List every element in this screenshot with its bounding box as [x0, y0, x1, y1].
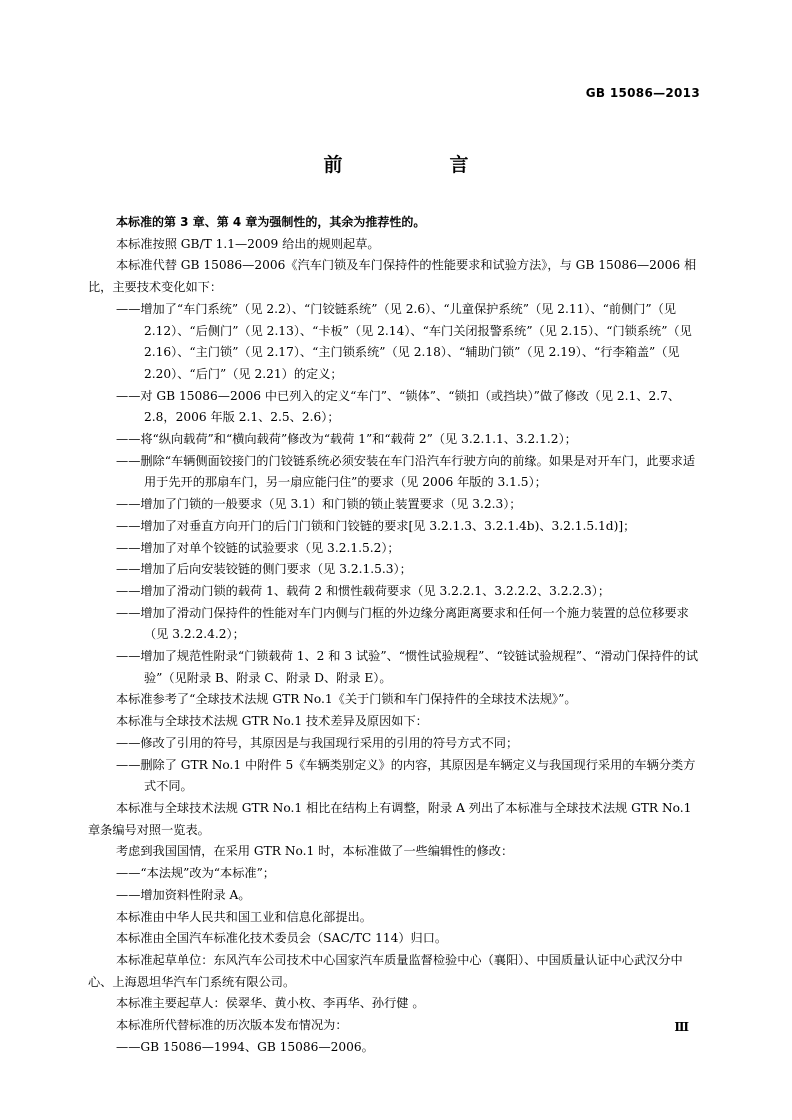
paragraph: 本标准起草单位：东风汽车公司技术中心国家汽车质量监督检验中心（襄阳）、中国质量认证中心武汉分中心、上海恩坦华汽车门系统有限公司。 [88, 952, 683, 989]
list-item: ——修改了引用的符号，其原因是与我国现行采用的引用的符号方式不同； [116, 735, 519, 750]
list-item: ——“本法规”改为“本标准”； [116, 866, 275, 881]
list-item: ——增加了规范性附录“门锁载荷 1、2 和 3 试验”、“惯性试验规程”、“铰链试验规程”、“滑动门保持件的试验”（见附录 B、附录 C、附录 D、附录 E）。 [116, 649, 699, 685]
list-item: ——删除“车辆侧面铰接门的门铰链系统必须安装在车门沿汽车行驶方向的前缘。如果是对开车门，此要求适用于先开的那扇车门，另一扇应能闩住”的要求（见 2006 年版的 3.1.5）； [116, 453, 696, 490]
paragraph: 本标准与全球技术法规 GTR No.1 相比在结构上有调整，附录 A 列出了本标准与全球技术法规 GTR No.1 章条编号对照一览表。 [88, 800, 692, 837]
paragraph: 本标准主要起草人：侯翠华、黄小枚、李再华、孙行健 。 [116, 996, 425, 1011]
list-item: ——对 GB 15086—2006 中已列入的定义“车门”、“锁体”、“锁扣（或挡块）”做了修改（见 2.1、2.7、2.8，2006 年版 2.1、2.5、2.6）； [116, 388, 681, 425]
list-item: ——删除了 GTR No.1 中附件 5《车辆类别定义》的内容，其原因是车辆定义与我国现行采用的车辆分类方式不同。 [116, 757, 696, 794]
list-item: ——增加了滑动门锁的载荷 1、载荷 2 和惯性载荷要求（见 3.2.2.1、3.2.2.2、3.2.2.3）； [116, 583, 611, 598]
paragraph: 本标准由中华人民共和国工业和信息化部提出。 [116, 909, 372, 924]
list-item: ——增加了滑动门保持件的性能对车门内侧与门框的外边缘分离距离要求和任何一个施力装置的总位移要求（见 3.2.2.4.2）； [116, 605, 689, 642]
list-item: ——增加了后向安装铰链的侧门要求（见 3.2.1.5.3）； [116, 562, 412, 577]
paragraph: 本标准按照 GB/T 1.1—2009 给出的规则起草。 [116, 236, 380, 251]
list-item: ——增加资料性附录 A。 [116, 887, 251, 902]
mandatory-statement: 本标准的第 3 章、第 4 章为强制性的，其余为推荐性的。 [116, 215, 426, 229]
list-item: ——将“纵向载荷”和“横向载荷”修改为“载荷 1”和“载荷 2”（见 3.2.1.1、3.2.1.2）； [116, 432, 577, 447]
paragraph: 本标准参考了“全球技术法规 GTR No.1《关于门锁和车门保持件的全球技术法规》”。 [116, 692, 577, 707]
paragraph: 考虑到我国国情，在采用 GTR No.1 时，本标准做了一些编辑性的修改： [116, 844, 514, 859]
paragraph: 本标准代替 GB 15086—2006《汽车门锁及车门保持件的性能要求和试验方法》，与 GB 15086—2006 相比，主要技术变化如下： [88, 258, 697, 295]
document-body [88, 212, 704, 1058]
list-item: ——增加了对垂直方向开门的后门门锁和门铰链的要求[见 3.2.1.3、3.2.1.4b)、3.2.1.5.1d)]； [116, 518, 636, 533]
paragraph: 本标准与全球技术法规 GTR No.1 技术差异及原因如下： [116, 714, 428, 729]
page-title: 前 言 [323, 154, 513, 176]
list-item: ——增加了门锁的一般要求（见 3.1）和门锁的锁止装置要求（见 3.2.3）； [116, 497, 522, 512]
page-number: Ⅲ [674, 1020, 688, 1034]
standard-code: GB 15086—2013 [585, 86, 700, 100]
list-item: ——增加了对单个铰链的试验要求（见 3.2.1.5.2）； [116, 540, 400, 555]
list-item: ——GB 15086—1994、GB 15086—2006。 [116, 1039, 374, 1054]
paragraph: 本标准由全国汽车标准化技术委员会（SAC/TC 114）归口。 [116, 931, 448, 946]
paragraph: 本标准所代替标准的历次版本发布情况为： [116, 1018, 348, 1033]
list-item: ——增加了“车门系统”（见 2.2）、“门铰链系统”（见 2.6）、“儿童保护系统”（见 2.11）、“前侧门”（见 2.12）、“后侧门”（见 2.13）、“卡板”（见 2.14）、“车门关闭报警系统”（见 2.15）、“门锁系统”（见 2.16）、“主门锁”（见 2.17）、“主门锁系统”（见 2.18）、“辅助门锁”（见 2.19）、“行李箱盖”（见 2.20）、“后门”（见 2.21）的定义； [116, 301, 692, 381]
